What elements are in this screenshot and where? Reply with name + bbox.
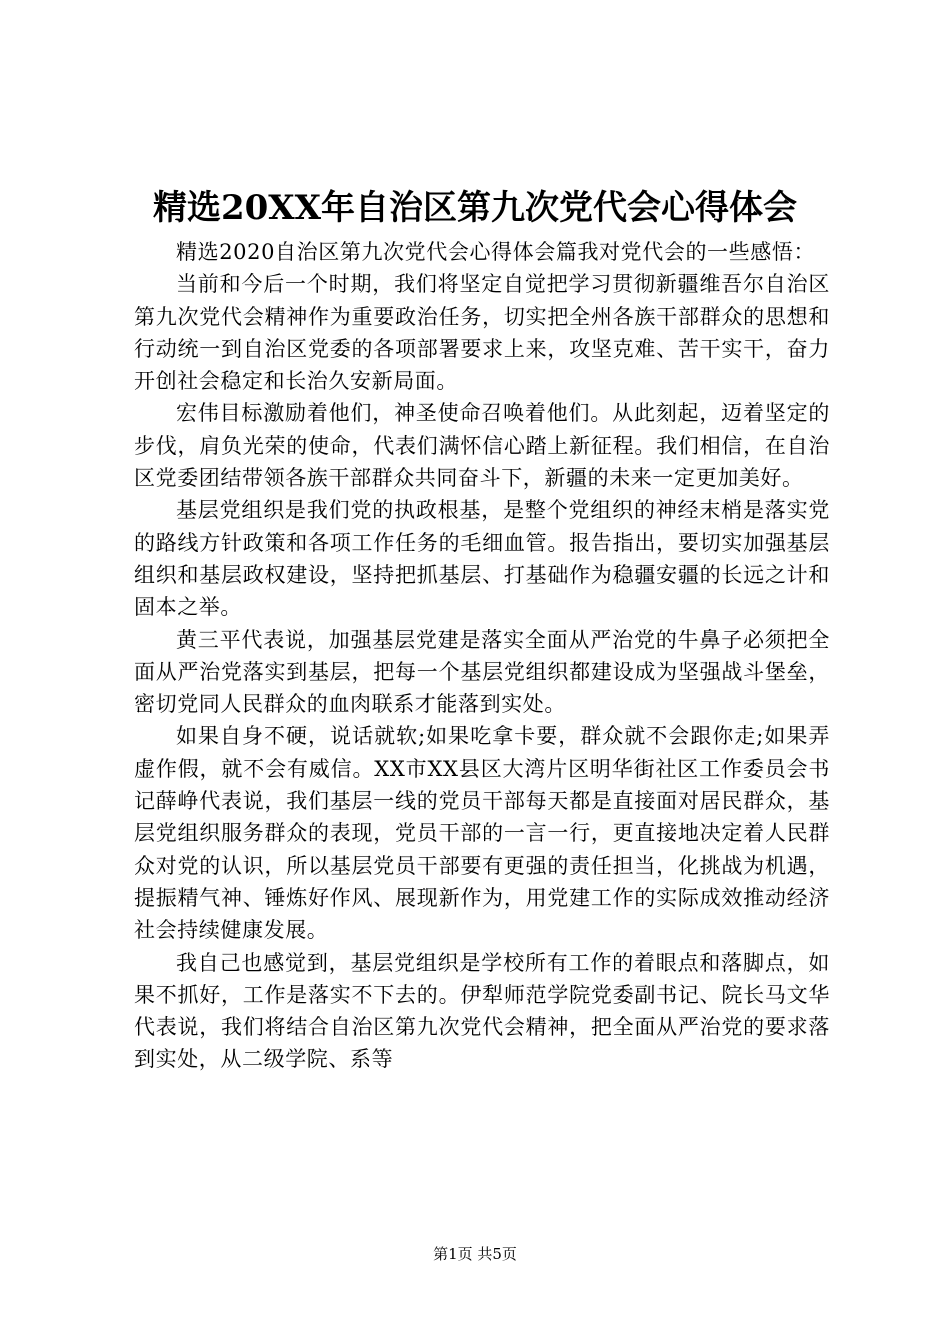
paragraph: 当前和今后一个时期，我们将坚定自觉把学习贯彻新疆维吾尔自治区第九次党代会精神作为重要政治任务，切实把全州各族干部群众的思想和行动统一到自治区党委的各项部署要求上来，攻坚克难、苦干实干，奋力开创社会稳定和长治久安新局面。 xyxy=(134,272,830,394)
paragraph: 我自己也感觉到，基层党组织是学校所有工作的着眼点和落脚点，如果不抓好，工作是落实不下去的。伊犁师范学院党委副书记、院长马文华代表说，我们将结合自治区第九次党代会精神，把全面从严治党的要求落到实处，从二级学院、系等 xyxy=(134,950,830,1072)
paragraph: 黄三平代表说，加强基层党建是落实全面从严治党的牛鼻子必须把全面从严治党落实到基层，把每一个基层党组织都建设成为坚强战斗堡垒，密切党同人民群众的血肉联系才能落到实处。 xyxy=(134,627,830,717)
paragraph: 如果自身不硬，说话就软;如果吃拿卡要，群众就不会跟你走;如果弄虚作假，就不会有威信。XX市XX县区大湾片区明华街社区工作委员会书记薛峥代表说，我们基层一线的党员干部每天都是直接面对居民群众，基层党组织服务群众的表现，党员干部的一言一行，更直接地决定着人民群众对党的认识，所以基层党员干部要有更强的责任担当，化挑战为机遇，提振精气神、锤炼好作风、展现新作为，用党建工作的实际成效推动经济社会持续健康发展。 xyxy=(134,724,830,943)
document-title: 精选20XX年自治区第九次党代会心得体会 xyxy=(152,188,798,228)
paragraph: 精选2020自治区第九次党代会心得体会篇我对党代会的一些感悟： xyxy=(176,240,816,264)
page-footer: 第1页 共5页 xyxy=(433,1245,517,1263)
paragraph: 基层党组织是我们党的执政根基，是整个党组织的神经末梢是落实党的路线方针政策和各项工作任务的毛细血管。报告指出，要切实加强基层组织和基层政权建设，坚持把抓基层、打基础作为稳疆安疆的长远之计和固本之举。 xyxy=(134,498,830,620)
paragraph: 宏伟目标激励着他们，神圣使命召唤着他们。从此刻起，迈着坚定的步伐，肩负光荣的使命，代表们满怀信心踏上新征程。我们相信，在自治区党委团结带领各族干部群众共同奋斗下，新疆的未来一定更加美好。 xyxy=(134,401,830,491)
document-body xyxy=(134,236,830,1076)
